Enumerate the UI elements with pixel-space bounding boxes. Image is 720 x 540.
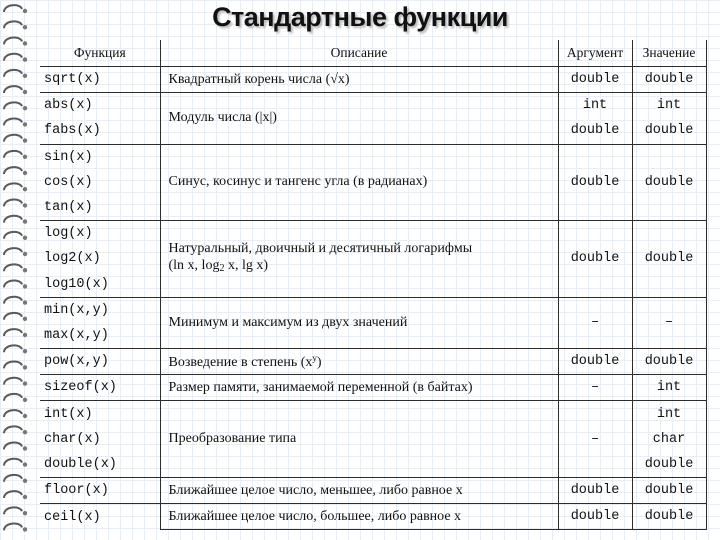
value-type: double — [632, 504, 706, 530]
spiral-coil — [4, 200, 22, 207]
spiral-hole — [23, 511, 27, 515]
spiral-hole — [23, 252, 27, 256]
spiral-coil — [4, 345, 22, 352]
function-name: fabs(x) — [40, 118, 160, 144]
value-type: – — [632, 297, 706, 348]
header-description: Описание — [160, 40, 558, 67]
spiral-coil — [4, 524, 22, 531]
value-type: double — [632, 221, 706, 298]
function-description — [160, 349, 558, 375]
spiral-hole — [23, 479, 27, 483]
spiral-hole — [23, 462, 27, 466]
spiral-hole — [23, 317, 27, 321]
function-name: pow(x,y) — [40, 349, 160, 375]
value-type: double — [632, 67, 706, 93]
spiral-coil — [4, 119, 22, 126]
table-row — [40, 401, 706, 427]
value-type: double — [632, 144, 706, 221]
function-name: int(x) — [40, 401, 160, 427]
function-description: Минимум и максимум из двух значений — [160, 297, 558, 348]
spiral-coil — [4, 475, 22, 482]
spiral-hole — [23, 236, 27, 240]
superscript: y — [312, 352, 317, 363]
argument-type: – — [558, 297, 632, 348]
function-name: log(x) — [40, 221, 160, 247]
description-text: Возведение в степень (x — [168, 354, 313, 370]
function-name: cos(x) — [40, 170, 160, 195]
spiral-coil — [4, 151, 22, 158]
table-row — [40, 67, 706, 93]
spiral-hole — [23, 57, 27, 61]
spiral-coil — [4, 426, 22, 433]
spiral-hole — [23, 430, 27, 434]
argument-type: double — [558, 144, 632, 221]
function-name: tan(x) — [40, 195, 160, 221]
spiral-hole — [23, 90, 27, 94]
description-text: ) — [316, 354, 322, 370]
argument-type: – — [558, 401, 632, 478]
argument-type: double — [558, 349, 632, 375]
spiral-coil — [4, 264, 22, 271]
argument-type: double — [558, 67, 632, 93]
spiral-coil — [4, 232, 22, 239]
header-value: Значение — [632, 40, 706, 67]
subscript: 2 — [219, 263, 225, 275]
function-name: min(x,y) — [40, 297, 160, 323]
spiral-hole — [23, 74, 27, 78]
page-title: Стандартные функции — [212, 2, 508, 32]
function-description: Преобразование типа — [160, 401, 558, 478]
function-description: Ближайшее целое число, большее, либо равное x — [160, 504, 558, 530]
function-description: Модуль числа (|x|) — [160, 93, 558, 144]
spiral-coil — [4, 329, 22, 336]
spiral-coil — [4, 216, 22, 223]
spiral-hole — [23, 381, 27, 385]
spiral-hole — [23, 138, 27, 142]
argument-type: double — [558, 118, 632, 144]
function-name: sqrt(x) — [40, 67, 160, 93]
function-name: abs(x) — [40, 93, 160, 119]
value-type: int — [632, 93, 706, 119]
description-line: x, lg x) — [224, 258, 269, 274]
spiral-coil — [4, 135, 22, 142]
spiral-hole — [23, 349, 27, 353]
value-type: int — [632, 401, 706, 427]
function-description: Квадратный корень числа (√x) — [160, 67, 558, 93]
header-function: Функция — [40, 40, 160, 67]
table-row — [40, 375, 706, 401]
spiral-coil — [4, 394, 22, 401]
spiral-coil — [4, 507, 22, 514]
spiral-hole — [23, 203, 27, 207]
spiral-coil — [4, 297, 22, 304]
spiral-hole — [23, 398, 27, 402]
function-name: char(x) — [40, 427, 160, 452]
argument-type: int — [558, 93, 632, 119]
spiral-coil — [4, 38, 22, 45]
spiral-coil — [4, 313, 22, 320]
table-row — [40, 144, 706, 170]
spiral-hole — [23, 171, 27, 175]
function-name: double(x) — [40, 452, 160, 478]
spiral-hole — [23, 527, 27, 531]
function-name: sin(x) — [40, 144, 160, 170]
spiral-hole — [23, 187, 27, 191]
notebook-spiral — [0, 0, 34, 540]
function-name: max(x,y) — [40, 323, 160, 349]
function-name: log2(x) — [40, 246, 160, 271]
argument-type: double — [558, 478, 632, 504]
spiral-coil — [4, 102, 22, 109]
functions-table — [40, 40, 707, 530]
spiral-coil — [4, 248, 22, 255]
spiral-coil — [4, 70, 22, 77]
value-type: double — [632, 349, 706, 375]
table-row — [40, 478, 706, 504]
spiral-hole — [23, 300, 27, 304]
value-type: int — [632, 375, 706, 401]
spiral-coil — [4, 443, 22, 450]
spiral-coil — [4, 378, 22, 385]
spiral-coil — [4, 281, 22, 288]
table-row — [40, 504, 706, 530]
function-name: floor(x) — [40, 478, 160, 504]
function-description — [160, 221, 558, 298]
table-row — [40, 297, 706, 323]
value-type: double — [632, 452, 706, 478]
spiral-hole — [23, 122, 27, 126]
table-row — [40, 93, 706, 119]
spiral-hole — [23, 106, 27, 110]
spiral-hole — [23, 41, 27, 45]
argument-type: – — [558, 375, 632, 401]
spiral-hole — [23, 495, 27, 499]
spiral-coil — [4, 54, 22, 61]
argument-type: double — [558, 504, 632, 530]
spiral-coil — [4, 86, 22, 93]
spiral-coil — [4, 410, 22, 417]
spiral-hole — [23, 414, 27, 418]
table-row — [40, 221, 706, 247]
value-type: double — [632, 478, 706, 504]
function-description: Размер памяти, занимаемой переменной (в байтах) — [160, 375, 558, 401]
value-type: double — [632, 118, 706, 144]
description-line: Натуральный, двоичный и десятичный логарифмы — [168, 241, 473, 257]
header-argument: Аргумент — [558, 40, 632, 67]
spiral-coil — [4, 183, 22, 190]
function-description: Синус, косинус и тангенс угла (в радианах) — [160, 144, 558, 221]
spiral-hole — [23, 333, 27, 337]
function-name: sizeof(x) — [40, 375, 160, 401]
argument-type: double — [558, 221, 632, 298]
function-name: log10(x) — [40, 272, 160, 298]
spiral-hole — [23, 155, 27, 159]
table-row — [40, 349, 706, 375]
spiral-hole — [23, 284, 27, 288]
spiral-hole — [23, 446, 27, 450]
spiral-hole — [23, 365, 27, 369]
description-line: (ln x, log — [168, 258, 220, 274]
spiral-coil — [4, 362, 22, 369]
function-name: ceil(x) — [40, 504, 160, 530]
spiral-coil — [4, 491, 22, 498]
spiral-coil — [4, 459, 22, 466]
spiral-coil — [4, 167, 22, 174]
spiral-hole — [23, 219, 27, 223]
function-description: Ближайшее целое число, меньшее, либо равное x — [160, 478, 558, 504]
spiral-hole — [23, 268, 27, 272]
value-type: char — [632, 427, 706, 452]
